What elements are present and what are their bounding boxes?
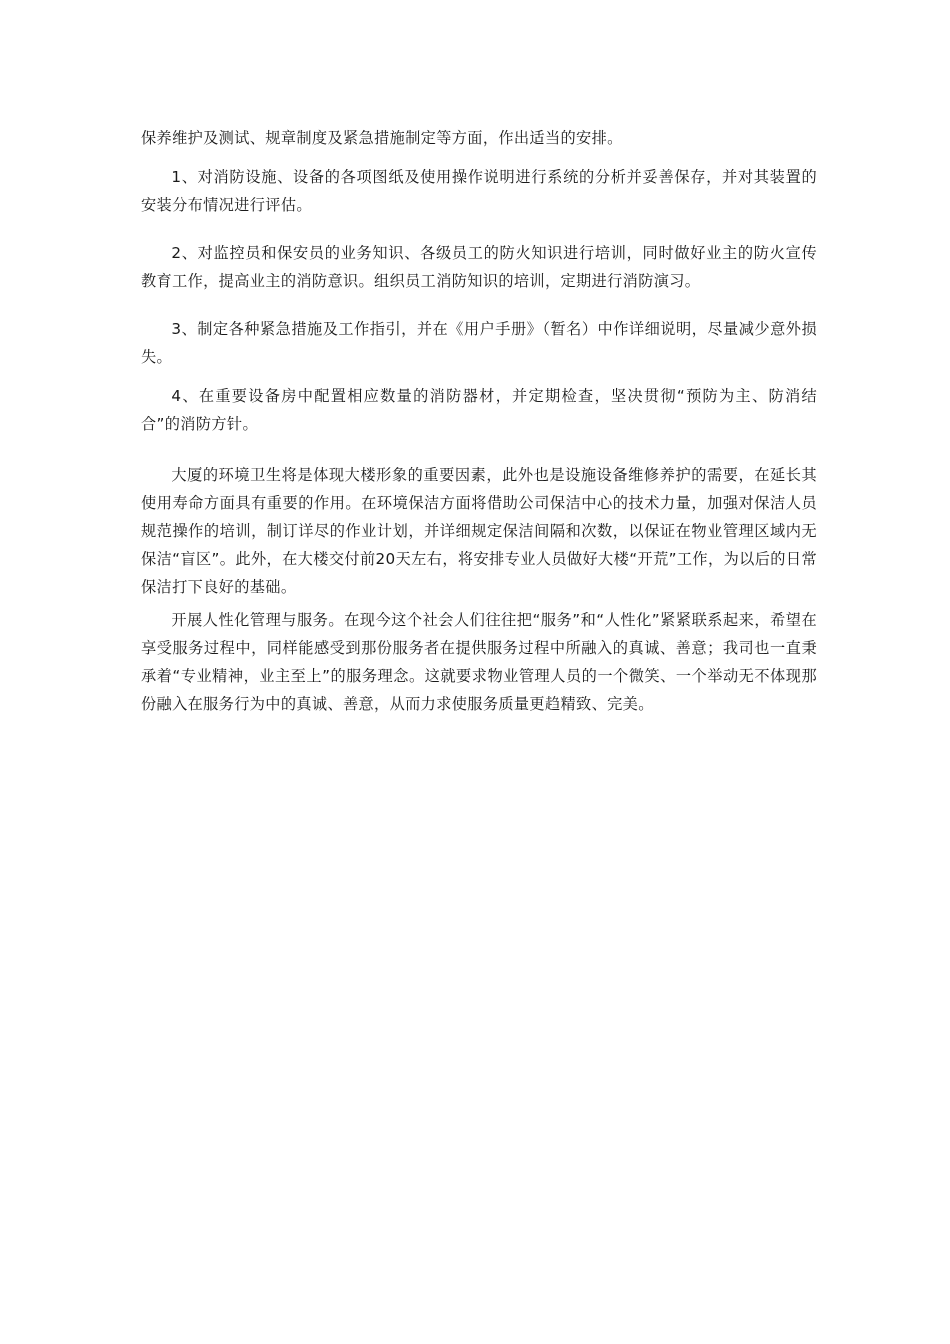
paragraph-continuation: 保养维护及测试、规章制度及紧急措施制定等方面，作出适当的安排。 (141, 129, 623, 147)
paragraph-item-1: 1、对消防设施、设备的各项图纸及使用操作说明进行系统的分析并妥善保存，并对其装置的安装分布情况进行评估。 (141, 168, 817, 214)
paragraph-humanized-service: 开展人性化管理与服务。在现今这个社会人们往往把“服务”和“人性化”紧紧联系起来，希望在享受服务过程中，同样能感受到那份服务者在提供服务过程中所融入的真诚、善意；我司也一直秉承着“专业精神，业主至上”的服务理念。这就要求物业管理人员的一个微笑、一个举动无不体现那份融入在服务行为中的真诚、善意，从而力求使服务质量更趋精致、完美。 (141, 611, 817, 713)
paragraph-item-2: 2、对监控员和保安员的业务知识、各级员工的防火知识进行培训，同时做好业主的防火宣传教育工作，提高业主的消防意识。组织员工消防知识的培训，定期进行消防演习。 (141, 244, 817, 290)
paragraph-item-4: 4、在重要设备房中配置相应数量的消防器材，并定期检查，坚决贯彻“预防为主、防消结合”的消防方针。 (141, 387, 817, 433)
paragraph-item-3: 3、制定各种紧急措施及工作指引，并在《用户手册》（暂名）中作详细说明，尽量减少意外损失。 (141, 320, 817, 366)
document-body (141, 124, 817, 718)
paragraph-environment-hygiene: 大厦的环境卫生将是体现大楼形象的重要因素，此外也是设施设备维修养护的需要，在延长其使用寿命方面具有重要的作用。在环境保洁方面将借助公司保洁中心的技术力量，加强对保洁人员规范操作的培训，制订详尽的作业计划，并详细规定保洁间隔和次数，以保证在物业管理区域内无保洁“盲区”。此外，在大楼交付前20天左右，将安排专业人员做好大楼“开荒”工作，为以后的日常保洁打下良好的基础。 (141, 466, 817, 596)
